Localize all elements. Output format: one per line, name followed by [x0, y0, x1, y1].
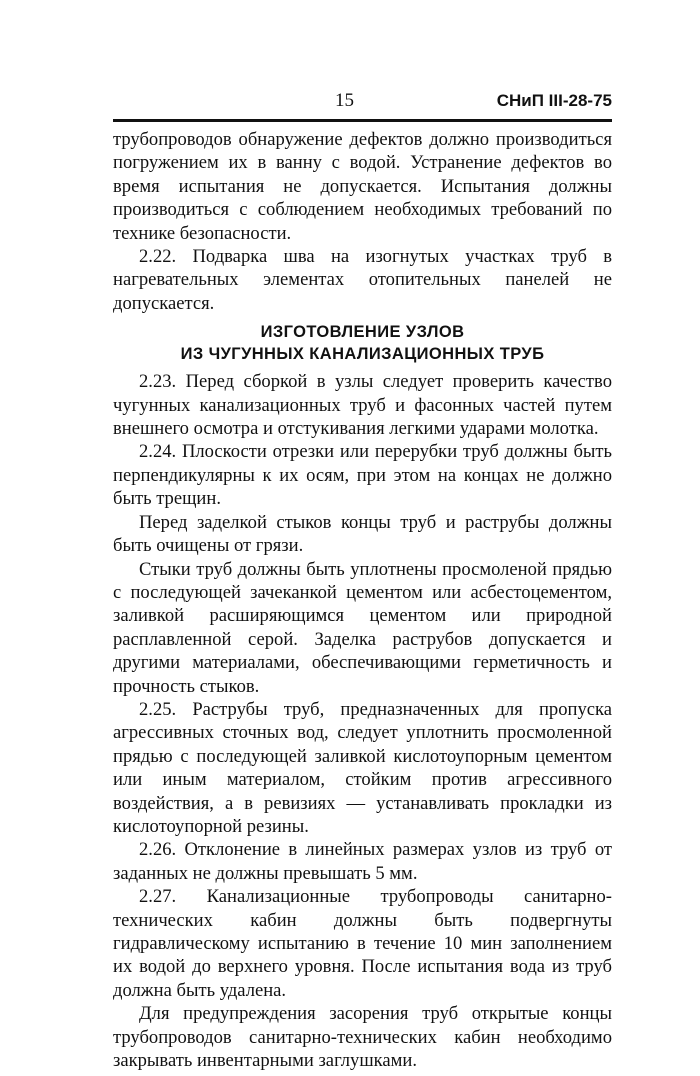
paragraph-continuation: трубопроводов обнаружение дефектов должно производиться погружением их в ванну с водой. Устранение дефектов во время испытания не допускается. Испытания должны производиться с соблюдением необходимых требований по технике безопасности.: [113, 129, 612, 244]
paragraph-joint-sealing: Стыки труб должны быть уплотнены просмоленой прядью с последующей зачеканкой цементом или асбестоцементом, заливкой расширяющимся цементом или природной расплавленной серой. Заделка раструбов допускается и другими материалами, обеспечивающими герметичность и прочность стыков.: [113, 558, 612, 697]
section-heading: [113, 321, 612, 365]
paragraph-2-27: 2.27. Канализационные трубопроводы санитарно-технических кабин должны быть подвергнуты гидравлическому испытанию в течение 10 мин заполнением их водой до верхнего уровня. После испытания вода из труб должна быть удалена.: [113, 886, 612, 1001]
paragraph-2-22: 2.22. Подварка шва на изогнутых участках труб в нагревательных элементах отопительных панелей не допускается.: [113, 246, 612, 314]
page-number: 15: [335, 90, 354, 111]
page-body: [113, 128, 612, 1072]
paragraph-joint-cleaning: Перед заделкой стыков концы труб и раструбы должны быть очищены от грязи.: [113, 511, 612, 557]
paragraph-2-26: 2.26. Отклонение в линейных размерах узлов из труб от заданных не должны превышать 5 мм.: [113, 839, 612, 884]
paragraph-2-25: 2.25. Раструбы труб, предназначенных для пропуска агрессивных сточных вод, следует уплотнить просмоленной прядью с последующей заливкой кислотоупорным цементом или иным материалом, стойким против агрессивного воздействия, а в ревизиях — устанавливать прокладки из кислотоупорной резины.: [113, 698, 612, 837]
paragraph-2-24: 2.24. Плоскости отрезки или перерубки труб должны быть перпендикулярны к их осям, при этом на концах не должно быть трещин.: [113, 441, 612, 510]
paragraph-plugs: Для предупреждения засорения труб открытые концы трубопроводов санитарно-технических кабин необходимо закрывать инвентарными заглушками.: [113, 1003, 612, 1072]
section-heading-line-2: ИЗ ЧУГУННЫХ КАНАЛИЗАЦИОННЫХ ТРУБ: [180, 345, 545, 364]
paragraph-2-23: 2.23. Перед сборкой в узлы следует проверить качество чугунных канализационных труб и фасонных частей путем внешнего осмотра и отстукивания легкими ударами молотка.: [113, 371, 612, 440]
page-header: [113, 90, 612, 116]
header-rule: [113, 119, 612, 122]
document-code: СНиП III-28-75: [496, 91, 612, 110]
section-heading-line-1: ИЗГОТОВЛЕНИЕ УЗЛОВ: [260, 323, 465, 342]
